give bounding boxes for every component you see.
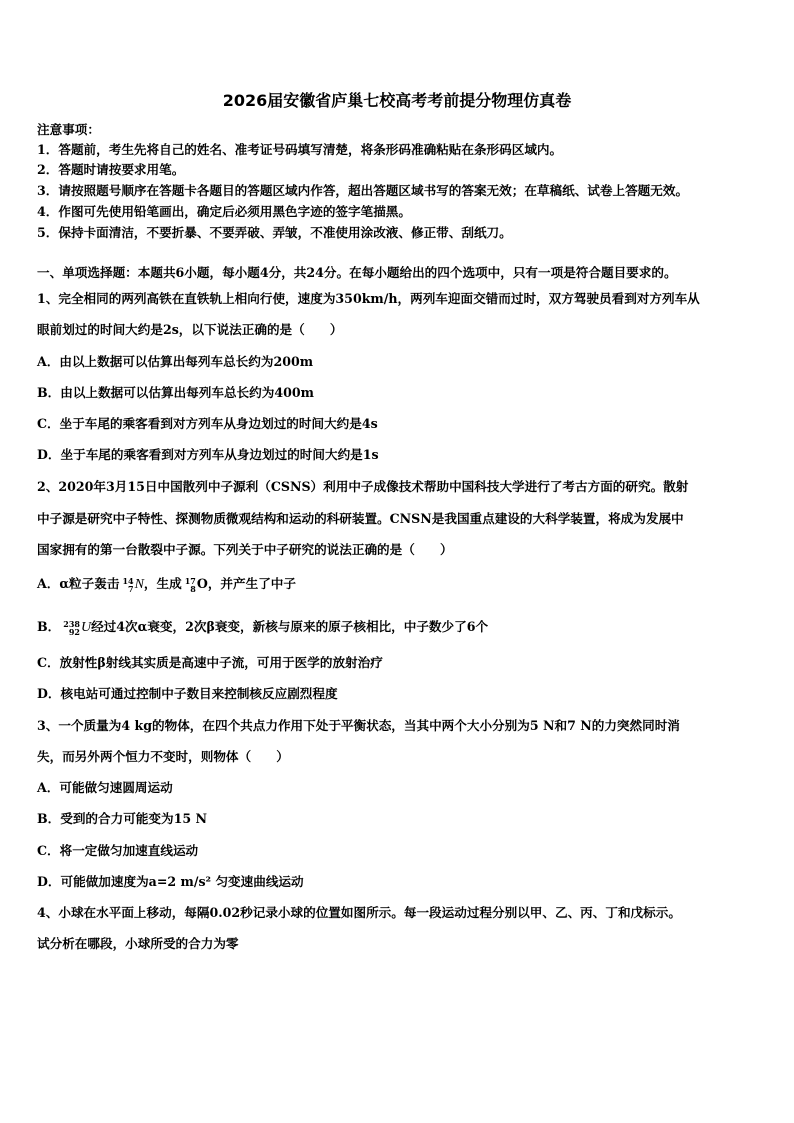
q1-stem-line2: 眼前划过的时间大约是2s，以下说法正确的是（ ）	[37, 322, 343, 337]
notice-item: 2．答题时请按要求用笔。	[37, 162, 185, 177]
q3-stem-line2: 失，而另外两个恒力不变时，则物体（ ）	[37, 749, 289, 764]
section-heading: 一、单项选择题：本题共6小题，每小题4分，共24分。在每小题给出的四个选项中，只有一项是符合题目要求的。	[37, 265, 677, 280]
nitrogen-nuclide-numbers: 14 7	[122, 575, 134, 594]
q1-option-b: B．由以上数据可以估算出每列车总长约为400m	[37, 385, 314, 400]
notice-heading: 注意事项：	[37, 122, 100, 137]
q4-stem-line1: 4、小球在水平面上移动，每隔0.02秒记录小球的位置如图所示。每一段运动过程分别以甲、乙、丙、丁和戊标示。	[37, 905, 681, 920]
page-title: 2026届安徽省庐巢七校高考考前提分物理仿真卷	[222, 91, 572, 110]
q2-option-b	[37, 618, 762, 637]
q2-a-prefix: A．α粒子轰击	[37, 576, 120, 591]
q2-option-d: D．核电站可通过控制中子数目来控制核反应剧烈程度	[37, 686, 338, 701]
q2-a-mid: ，生成	[143, 576, 182, 591]
notice-item: 3．请按照题号顺序在答题卡各题目的答题区域内作答，超出答题区域书写的答案无效；在草稿纸、试卷上答题无效。	[37, 183, 689, 198]
q2-b-suffix: 经过4次α衰变，2次β衰变，新核与原来的原子核相比，中子数少了6个	[91, 619, 489, 634]
oxygen-nuclide-numbers: 17 8	[184, 575, 196, 594]
q1-option-a: A．由以上数据可以估算出每列车总长约为200m	[37, 354, 314, 369]
q2-stem-line2: 中子源是研究中子特性、探测物质微观结构和运动的科研装置。CNSN是我国重点建设的大科学装置，将成为发展中	[37, 511, 684, 526]
uranium-nuclide-numbers: 238 92	[63, 618, 80, 637]
oxygen-symbol: O	[196, 576, 208, 591]
q3-option-c: C．将一定做匀加速直线运动	[37, 843, 199, 858]
q2-b-prefix: B．	[37, 619, 61, 634]
q3-stem-line1: 3、一个质量为4 kg的物体，在四个共点力作用下处于平衡状态，当其中两个大小分别为5 N和7 N的力突然同时消	[37, 718, 680, 733]
notice-item: 5．保持卡面清洁，不要折暴、不要弄破、弄皱，不准使用涂改液、修正带、刮纸刀。	[37, 225, 512, 240]
q2-stem-line1: 2、2020年3月15日中国散列中子源利（CSNS）利用中子成像技术帮助中国科技大学进行了考古方面的研究。散射	[37, 479, 689, 494]
q1-stem-line1: 1、完全相同的两列高铁在直铁轨上相向行使，速度为350km/h，两列车迎面交错而过时，双方驾驶员看到对方列车从	[37, 291, 700, 306]
uranium-symbol: U	[80, 620, 92, 635]
q3-option-b: B．受到的合力可能变为15 N	[37, 811, 208, 826]
q2-option-c: C．放射性β射线其实质是高速中子流，可用于医学的放射治疗	[37, 655, 383, 670]
q4-stem-line2: 试分析在哪段，小球所受的合力为零	[37, 936, 239, 951]
q3-option-a: A．可能做匀速圆周运动	[37, 780, 173, 795]
q1-option-c: C．坐于车尾的乘客看到对方列车从身边划过的时间大约是4s	[37, 416, 378, 431]
q2-stem-line3: 国家拥有的第一台散裂中子源。下列关于中子研究的说法正确的是（ ）	[37, 542, 453, 557]
q2-option-a	[37, 575, 762, 594]
q3-option-d: D．可能做加速度为a=2 m/s² 匀变速曲线运动	[37, 874, 304, 889]
nitrogen-symbol: N	[134, 577, 144, 592]
notice-item: 1．答题前，考生先将自己的姓名、准考证号码填写清楚，将条形码准确粘贴在条形码区域内。	[37, 142, 563, 157]
notice-item: 4．作图可先使用铅笔画出，确定后必须用黑色字迹的签字笔描黑。	[37, 204, 411, 219]
q1-option-d: D．坐于车尾的乘客看到对方列车从身边划过的时间大约是1s	[37, 447, 379, 462]
q2-a-suffix: ，并产生了中子	[207, 576, 296, 591]
